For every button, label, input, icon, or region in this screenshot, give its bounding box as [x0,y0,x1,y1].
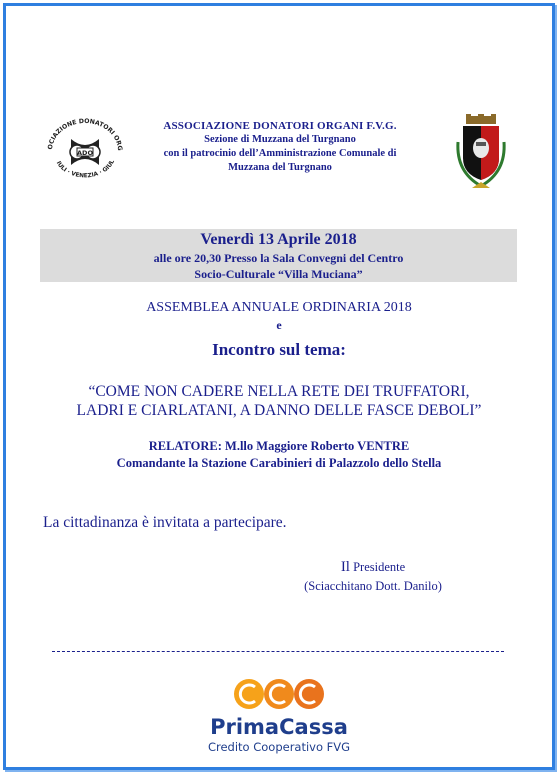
speaker-block [0,438,558,472]
signature-name: (Sciacchitano Dott. Danilo) [304,579,442,593]
logo-text-top: OCIAZIONE DONATORI ORG [46,117,124,152]
header-block [130,119,430,175]
topic-line-2: LADRI E CIARLATANI, A DANNO DELLE FASCE DEBOLI” [76,402,482,419]
divider-dashed [52,651,504,652]
invitation-text: La cittadinanza è invitata a partecipare. [43,514,287,531]
assemblea-title: ASSEMBLEA ANNUALE ORDINARIA 2018 [146,300,412,315]
primacassa-logo-icon [232,677,326,711]
event-venue: Socio-Culturale “Villa Muciana” [194,267,363,281]
sponsor-subtitle: Credito Cooperativo FVG [207,740,351,754]
sponsor-name: PrimaCassa [210,715,348,739]
speaker-role: Comandante la Stazione Carabinieri di Palazzolo dello Stella [116,456,442,470]
signature-title: Presidente [353,560,406,574]
event-date: Venerdì 13 Aprile 2018 [200,231,357,248]
speaker-name: RELATORE: M.llo Maggiore Roberto VENTRE [148,439,410,453]
municipality-name: Muzzana del Turgnano [228,162,332,173]
conjunction-e: e [276,318,282,332]
event-time-place: alle ore 20,30 Presso la Sala Convegni del Centro [153,251,404,265]
event-info-band [40,229,517,282]
topic-quote [0,382,558,420]
incontro-heading: Incontro sul tema: [212,340,346,359]
signature-block [284,558,462,596]
logo-initials: ADO [77,149,93,157]
association-name: ASSOCIAZIONE DONATORI ORGANI F.V.G. [163,120,397,132]
section-name: Sezione di Muzzana del Turgnano [204,134,356,145]
logo-text-bottom: IULI · VENEZIA · GIUL [54,159,116,180]
ado-logo [44,117,126,183]
patronage-line: con il patrocinio dell’Amministrazione Comunale di [163,148,397,159]
signature-il: Il [340,559,350,575]
topic-line-1: “COME NON CADERE NELLA RETE DEI TRUFFATORI, [88,383,470,400]
municipal-crest-icon [452,112,510,196]
